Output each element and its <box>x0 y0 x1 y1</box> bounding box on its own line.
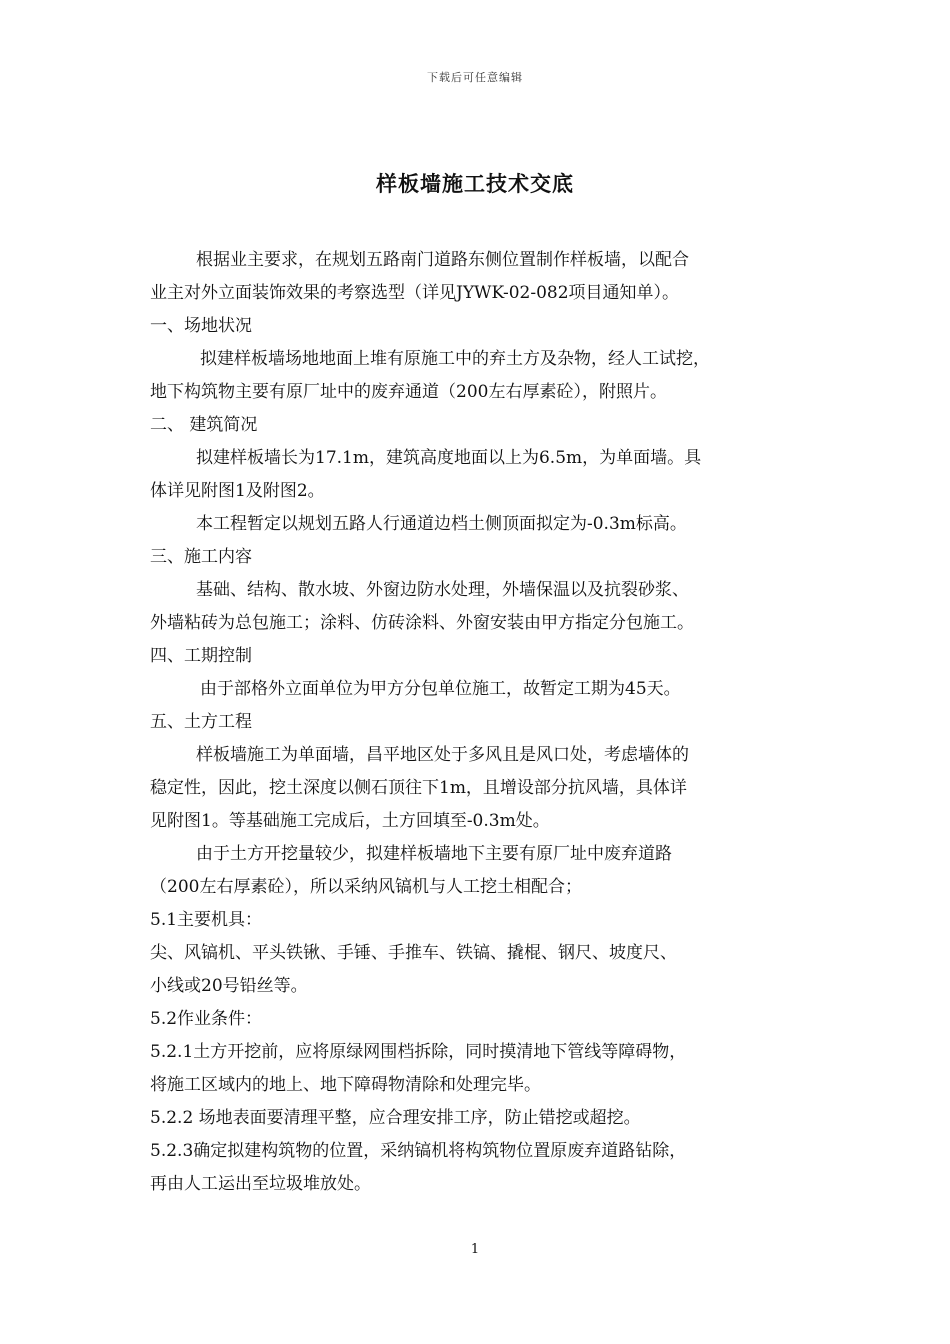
paragraph-line: 根据业主要求，在规划五路南门道路东侧位置制作样板墙，以配合 <box>196 250 689 270</box>
paragraph-line: 样板墙施工为单面墙，昌平地区处于多风且是风口处，考虑墙体的 <box>196 745 689 765</box>
paragraph-line: 稳定性，因此，挖土深度以侧石顶往下1m，且增设部分抗风墙，具体详 <box>150 778 687 798</box>
paragraph-line: 小线或20号铅丝等。 <box>150 976 308 996</box>
paragraph-line: 基础、结构、散水坡、外窗边防水处理，外墙保温以及抗裂砂浆、 <box>196 580 689 600</box>
subsection-heading: 5.2作业条件： <box>150 1009 263 1029</box>
paragraph-line: 由于土方开挖量较少，拟建样板墙地下主要有原厂址中废弃道路 <box>196 844 672 864</box>
paragraph-line: 5.2.1土方开挖前，应将原绿网围档拆除，同时摸清地下管线等障碍物， <box>150 1042 687 1062</box>
paragraph-line: 见附图1。等基础施工完成后，土方回填至-0.3m处。 <box>150 811 550 831</box>
paragraph-line: 由于部格外立面单位为甲方分包单位施工，故暂定工期为45天。 <box>200 679 681 699</box>
section-heading: 四、工期控制 <box>150 646 252 666</box>
paragraph-line: 5.2.2 场地表面要清理平整，应合理安排工序，防止错挖或超挖。 <box>150 1108 641 1128</box>
paragraph-line: 再由人工运出至垃圾堆放处。 <box>150 1174 371 1194</box>
paragraph-line: 将施工区域内的地上、地下障碍物清除和处理完毕。 <box>150 1075 541 1095</box>
section-heading: 五、土方工程 <box>150 712 252 732</box>
document-title: 样板墙施工技术交底 <box>376 171 574 196</box>
section-heading: 一、场地状况 <box>150 316 252 336</box>
paragraph-line: 尖、风镐机、平头铁锹、手锤、手推车、铁镐、撬棍、钢尺、坡度尺、 <box>150 943 677 963</box>
section-heading: 二、 建筑简况 <box>150 415 258 435</box>
paragraph-line: 体详见附图1及附图2。 <box>150 481 325 501</box>
paragraph-line: 拟建样板墙长为17.1m，建筑高度地面以上为6.5m，为单面墙。具 <box>196 448 702 468</box>
paragraph-line: （200左右厚素砼），所以采纳风镐机与人工挖土相配合； <box>150 877 582 897</box>
paragraph-line: 地下构筑物主要有原厂址中的废弃通道（200左右厚素砼），附照片。 <box>150 382 667 402</box>
section-heading: 三、施工内容 <box>150 547 252 567</box>
page-header: 下载后可任意编辑 <box>427 71 523 84</box>
subsection-heading: 5.1主要机具： <box>150 910 263 930</box>
paragraph-line: 外墙粘砖为总包施工；涂料、仿砖涂料、外窗安装由甲方指定分包施工。 <box>150 613 694 633</box>
paragraph-line: 5.2.3确定拟建构筑物的位置，采纳镐机将构筑物位置原废弃道路钻除， <box>150 1141 687 1161</box>
paragraph-line: 业主对外立面装饰效果的考察选型（详见JYWK-02-082项目通知单）。 <box>150 283 680 303</box>
paragraph-line: 拟建样板墙场地地面上堆有原施工中的弃土方及杂物，经人工试挖， <box>200 349 710 369</box>
paragraph-line: 本工程暂定以规划五路人行通道边档土侧顶面拟定为-0.3m标高。 <box>196 514 687 534</box>
page-number: 1 <box>470 1242 480 1257</box>
